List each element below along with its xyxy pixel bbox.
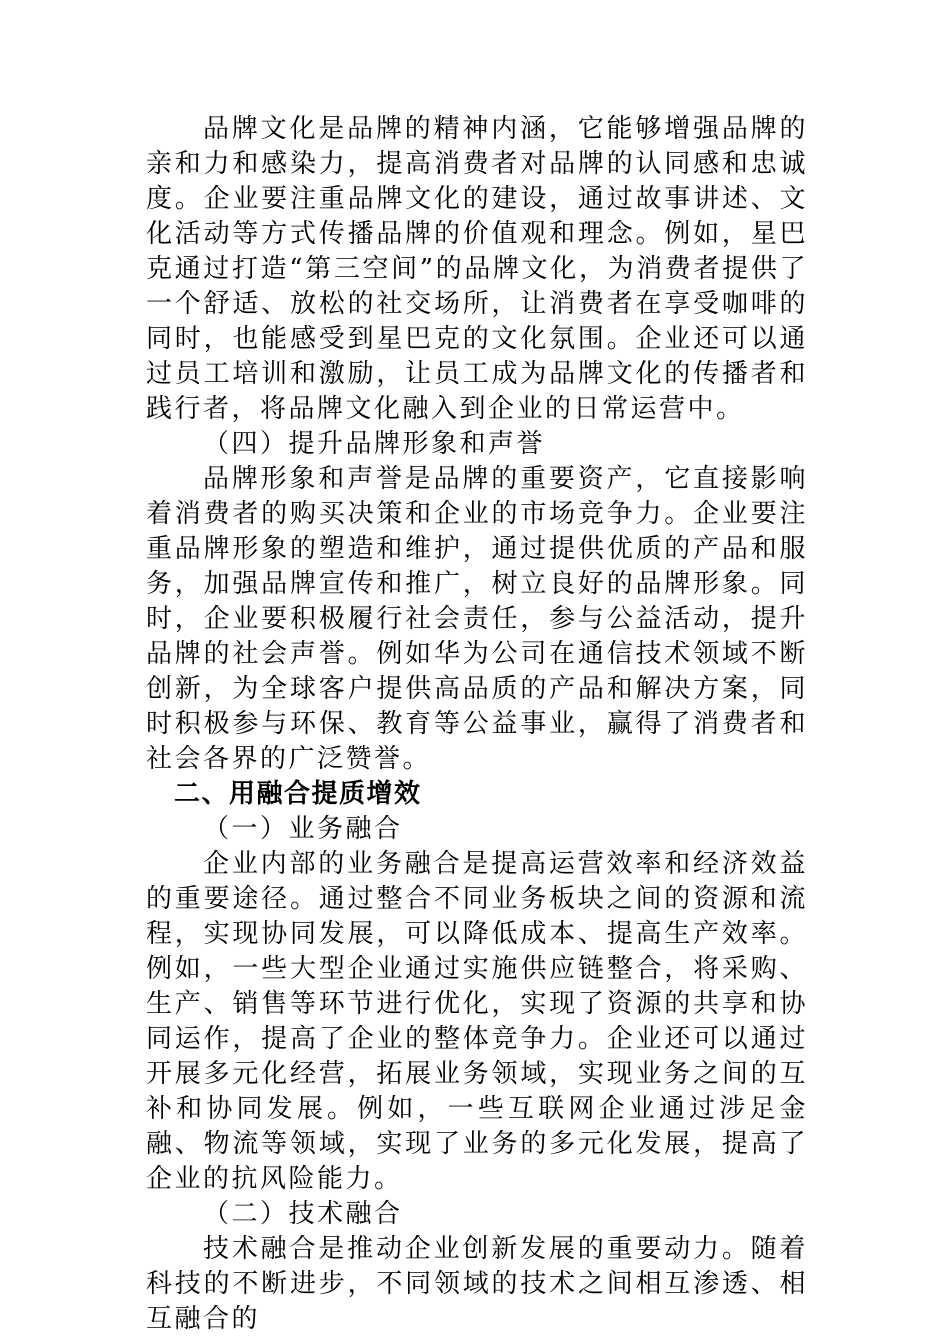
paragraph-brand-culture: 品牌文化是品牌的精神内涵，它能够增强品牌的亲和力和感染力，提高消费者对品牌的认同感和忠诚度。企业要注重品牌文化的建设，通过故事讲述、文化活动等方式传播品牌的价值观和理念。例如，星巴克通过打造“第三空间”的品牌文化，为消费者提供了一个舒适、放松的社交场所，让消费者在享受咖啡的同时，也能感受到星巴克的文化氛围。企业还可以通过员工培训和激励，让员工成为品牌文化的传播者和践行者，将品牌文化融入到企业的日常运营中。	[146, 114, 808, 424]
section-heading-integration: 二、用融合提质增效	[174, 779, 422, 809]
subheading-business-integration: （一）业务融合	[203, 814, 403, 844]
subheading-technology-integration: （二）技术融合	[203, 1199, 403, 1229]
document-body	[146, 112, 808, 1337]
subheading-brand-image: （四）提升品牌形象和声誉	[203, 429, 546, 459]
paragraph-brand-reputation: 品牌形象和声誉是品牌的重要资产，它直接影响着消费者的购买决策和企业的市场竞争力。企业要注重品牌形象的塑造和维护，通过提供优质的产品和服务，加强品牌宣传和推广，树立良好的品牌形象。同时，企业要积极履行社会责任，参与公益活动，提升品牌的社会声誉。例如华为公司在通信技术领域不断创新，为全球客户提供高品质的产品和解决方案，同时积极参与环保、教育等公益事业，赢得了消费者和社会各界的广泛赞誉。	[146, 464, 808, 774]
paragraph-technology-integration: 技术融合是推动企业创新发展的重要动力。随着科技的不断进步，不同领域的技术之间相互渗透、相互融合的	[146, 1234, 808, 1334]
paragraph-business-integration: 企业内部的业务融合是提高运营效率和经济效益的重要途径。通过整合不同业务板块之间的资源和流程，实现协同发展，可以降低成本、提高生产效率。例如，一些大型企业通过实施供应链整合，将采购、生产、销售等环节进行优化，实现了资源的共享和协同运作，提高了企业的整体竞争力。企业还可以通过开展多元化经营，拓展业务领域，实现业务之间的互补和协同发展。例如，一些互联网企业通过涉足金融、物流等领域，实现了业务的多元化发展，提高了企业的抗风险能力。	[146, 849, 808, 1194]
